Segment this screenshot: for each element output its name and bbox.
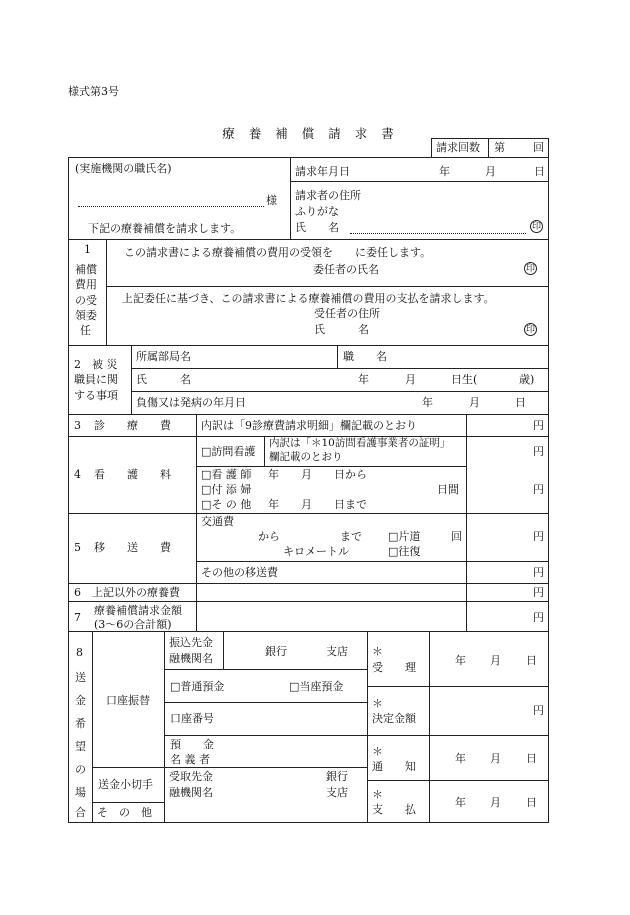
section3-label: 診 療 費 [94, 419, 171, 432]
section1-label-4: 領委 [75, 309, 97, 322]
section1-number: 1 [84, 243, 91, 256]
asterisk-mark: ＊ [372, 697, 383, 710]
section1-label-2: 費用 [75, 278, 97, 291]
notice-day: 日 [526, 752, 537, 765]
payment-label: 支 払 [372, 803, 416, 816]
asterisk-mark: ＊ [372, 788, 383, 801]
accept-text: 上記委任に基づき、この請求書による療養補償の費用の支払を請求します。 [122, 292, 495, 305]
asterisk-mark: ＊ [372, 745, 383, 758]
furigana-label: ふりがな [295, 205, 339, 218]
nurse-checkbox[interactable]: □看 護 師 [201, 468, 252, 481]
branch-suffix: 支店 [326, 645, 348, 658]
yen-unit: 円 [533, 566, 544, 579]
other-transport-label: その他の移送費 [201, 566, 278, 579]
recipient-address-label: 受任者の住所 [314, 307, 380, 320]
date-year: 年 [439, 165, 450, 178]
section1-label-3: の受 [75, 294, 97, 307]
holder-label-2: 名 義 者 [170, 753, 210, 766]
section1-label-1: 補償 [75, 263, 97, 276]
account-transfer-label: 口座振替 [106, 694, 150, 707]
nursing-from: 年 月 日から [268, 468, 367, 481]
institution-label: (実施機関の職氏名) [75, 162, 172, 175]
form-title: 療養補償請求書 [222, 126, 408, 141]
receipt-day: 日 [526, 654, 537, 667]
yen-unit: 円 [533, 704, 544, 717]
nursing-days: 日間 [437, 483, 459, 496]
injury-date-label: 負傷又は発病の年月日 [136, 396, 246, 409]
yen-unit: 円 [533, 419, 544, 432]
transport-to: まで [340, 530, 362, 543]
section2-label-1: 2 被 災 [74, 358, 118, 371]
check-label: 送金小切手 [98, 778, 153, 791]
ordinary-deposit-checkbox[interactable]: □普通預金 [170, 680, 225, 693]
other-checkbox[interactable]: □そ の 他 [201, 498, 252, 511]
date-month: 月 [485, 165, 496, 178]
notice-label: 通 知 [372, 760, 416, 773]
request-line: 下記の療養補償を請求します。 [88, 222, 242, 235]
payment-day: 日 [526, 796, 537, 809]
claimant-name-label: 氏 名 [295, 221, 339, 234]
seal-icon: 印 [531, 222, 541, 232]
section8-label-char: 金 [75, 694, 86, 707]
receipt-label: 受 理 [372, 661, 416, 674]
section5-label: 移 送 費 [94, 541, 171, 554]
birth-year: 年 [358, 373, 369, 386]
receive-bank-label-2: 融機関名 [169, 786, 213, 799]
nursing-to: 年 月 日まで [268, 498, 367, 511]
section8-label-char: 場 [75, 786, 86, 799]
section4-number: 4 [74, 468, 81, 481]
form-number: 様式第3号 [68, 85, 119, 98]
section8-number: 8 [76, 646, 83, 659]
notice-month: 月 [490, 752, 501, 765]
visit-nursing-checkbox[interactable]: □訪問看護 [201, 445, 256, 458]
post-label: 職 名 [343, 350, 387, 363]
claim-count-prefix: 第 [494, 141, 505, 154]
oneway-checkbox[interactable]: □片道 [388, 530, 421, 543]
yen-unit: 円 [533, 445, 544, 458]
section8-label-char: 望 [75, 740, 86, 753]
date-label: 請求年月日 [295, 165, 350, 178]
transport-from: から [258, 530, 280, 543]
notice-year: 年 [455, 752, 466, 765]
age: 歳) [519, 373, 535, 386]
claim-count-suffix: 回 [533, 141, 544, 154]
yen-unit: 円 [533, 530, 544, 543]
section8-label-char: 送 [75, 671, 86, 684]
section3-note: 内訳は「9診療費請求明細」欄記載のとおり [201, 419, 417, 432]
date-day: 日 [534, 165, 545, 178]
bank-label-2: 融機関名 [169, 652, 213, 665]
receipt-year: 年 [455, 654, 466, 667]
dept-label: 所属部局名 [136, 350, 191, 363]
birth-day: 日生( [451, 373, 478, 386]
section8-label-char: の [75, 763, 86, 776]
seal-icon: 印 [525, 325, 535, 335]
receipt-month: 月 [490, 654, 501, 667]
section2-label-3: する事項 [74, 389, 118, 402]
current-deposit-checkbox[interactable]: □当座預金 [289, 680, 344, 693]
section2-label-2: 職員に関 [74, 373, 118, 386]
payment-year: 年 [455, 796, 466, 809]
section6-label: 6 上記以外の療養費 [74, 586, 180, 599]
receive-bank-label-1: 受取先金 [169, 770, 213, 783]
delegate-name-label: 委任者の氏名 [313, 263, 379, 276]
visit-note-1: 内訳は「＊10訪問看護事業者の証明」 [269, 437, 451, 449]
transport-label: 交通費 [201, 515, 234, 528]
section8-label-char: 合 [75, 806, 86, 819]
claim-count-label: 請求回数 [436, 141, 480, 154]
attendant-checkbox[interactable]: □付 添 婦 [201, 483, 252, 496]
section7-label-2: (3～6の合計額) [94, 618, 172, 631]
section5-number: 5 [74, 541, 81, 554]
bank-suffix: 銀行 [265, 645, 287, 658]
asterisk-mark: ＊ [372, 645, 383, 658]
birth-month: 月 [405, 373, 416, 386]
injury-year: 年 [422, 396, 433, 409]
decision-amount-label: 決定金額 [372, 712, 416, 725]
payment-month: 月 [490, 796, 501, 809]
seal-icon: 印 [525, 264, 535, 274]
recipient-name-label: 氏 名 [314, 323, 369, 336]
injury-day: 日 [515, 396, 526, 409]
section4-label: 看 護 料 [94, 468, 171, 481]
section8-label-char: 希 [75, 717, 86, 730]
injury-month: 月 [469, 396, 480, 409]
sama-suffix: 様 [266, 194, 277, 207]
victim-name-label: 氏 名 [136, 373, 191, 386]
delegate-text: この請求書による療養補償の費用の受領を に委任します。 [124, 246, 432, 259]
roundtrip-checkbox[interactable]: □往復 [388, 545, 421, 558]
receive-bank-suffix: 銀行 [326, 770, 348, 783]
address-label: 請求者の住所 [295, 189, 361, 202]
bank-label-1: 振込先金 [169, 636, 213, 649]
section3-number: 3 [74, 419, 81, 432]
yen-unit: 円 [533, 483, 544, 496]
account-number-label: 口座番号 [170, 712, 214, 725]
holder-label-1: 預 金 [170, 738, 214, 751]
transport-times: 回 [451, 530, 462, 543]
transport-km: キロメートル [283, 545, 349, 558]
section7-number: 7 [74, 611, 81, 624]
section1-label-5: 任 [80, 324, 91, 337]
other-label: そ の 他 [97, 806, 152, 819]
visit-note-2: 欄記載のとおり [269, 451, 343, 463]
receive-branch-suffix: 支店 [326, 786, 348, 799]
section7-label-1: 療養補償請求金額 [94, 604, 182, 617]
yen-unit: 円 [533, 611, 544, 624]
yen-unit: 円 [533, 586, 544, 599]
